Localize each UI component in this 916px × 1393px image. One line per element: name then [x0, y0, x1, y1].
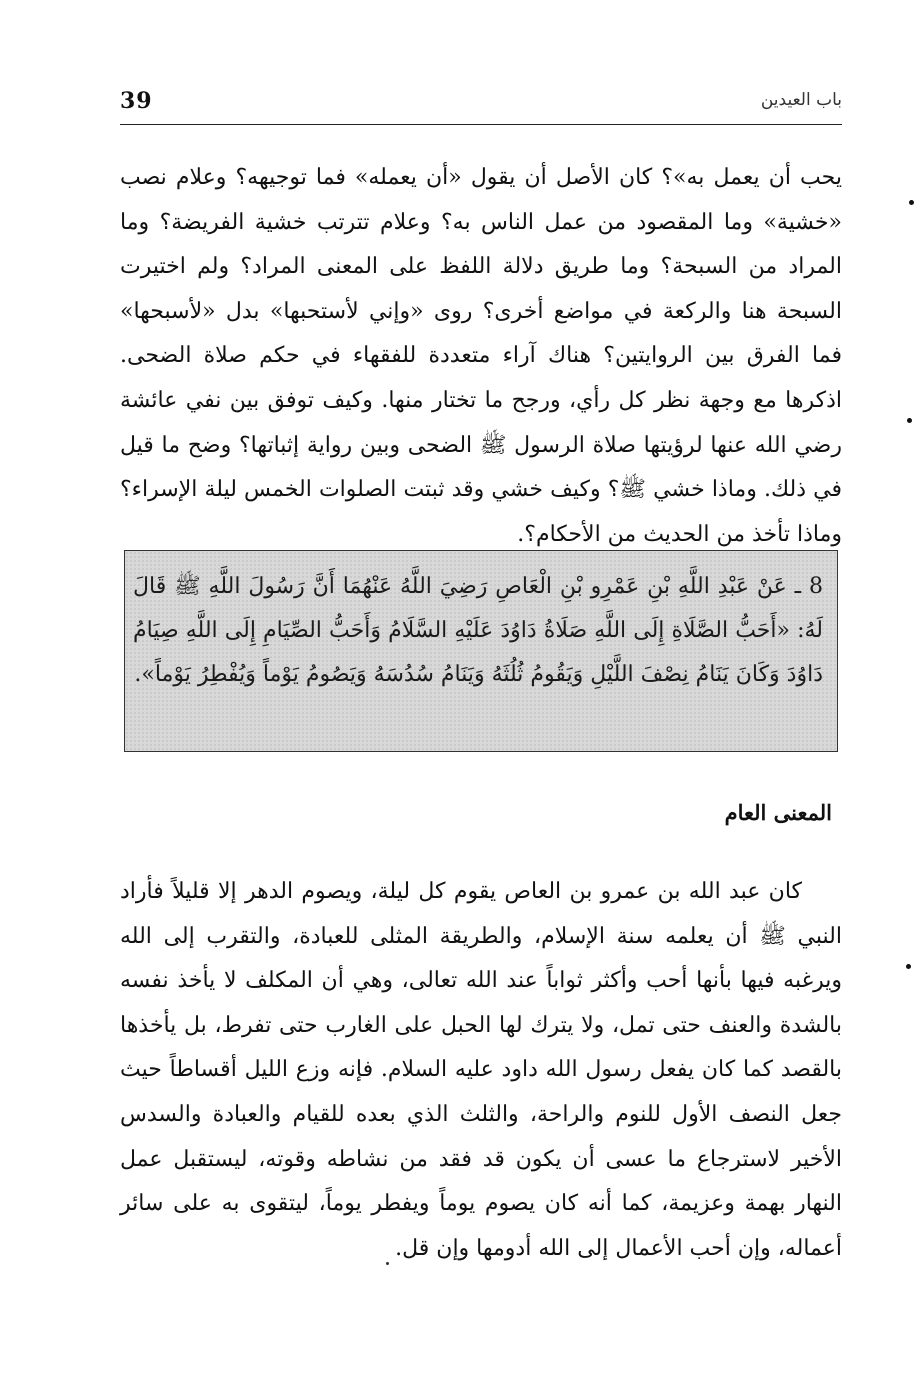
- header-rule: [120, 124, 842, 125]
- stray-dot: [386, 1262, 389, 1265]
- page-header: [120, 88, 842, 124]
- margin-mark: [907, 418, 912, 423]
- margin-mark: [906, 964, 911, 969]
- hadith-text: 8 ـ عَنْ عَبْدِ اللَّهِ بْنِ عَمْرِو بْنِ الْعَاصِ رَضِيَ اللَّهُ عَنْهُمَا أَنَّ رَسُولَ اللَّهِ ﷺ قَالَ لَهُ: «أَحَبُّ الصَّلَاةِ إِلَى اللَّهِ صَلَاةُ دَاوُدَ عَلَيْهِ السَّلَامُ وَأَحَبُّ الصِّيَامِ إِلَى اللَّهِ صِيَامُ دَاوُدَ وَكَانَ يَنَامُ نِصْفَ اللَّيْلِ وَيَقُومُ ثُلُثَهُ وَيَنَامُ سُدُسَهُ وَيَصُومُ يَوْماً وَيُفْطِرُ يَوْماً».: [133, 574, 823, 687]
- meaning-paragraph: كان عبد الله بن عمرو بن العاص يقوم كل ليلة، ويصوم الدهر إلا قليلاً فأراد النبي ﷺ أن يعلمه سنة الإسلام، والطريقة المثلى للعبادة، والتقرب إلى الله ويرغبه فيها بأنها أحب وأكثر ثواباً عند الله تعالى، وهي أن المكلف لا يأخذ نفسه بالشدة والعنف حتى تمل، ولا يترك لها الحبل على الغارب حتى تفرط، بل يأخذها بالقصد كما كان يفعل رسول الله داود عليه السلام. فإنه وزع الليل أقساطاً حيث جعل النصف الأول للنوم والراحة، والثلث الذي بعده للقيام والعبادة والسدس الأخير لاسترجاع ما عسى أن يكون قد فقد من نشاطه وقوته، ليستقبل عمل النهار بهمة وعزيمة، كما أنه كان يصوم يوماً ويفطر يوماً، ليتقوى به على سائر أعماله، وإن أحب الأعمال إلى الله أدومها وإن قل.: [120, 879, 842, 1261]
- section-title: المعنى العام: [724, 800, 832, 825]
- running-head: باب العيدين: [760, 90, 842, 110]
- margin-mark: [909, 200, 914, 205]
- page-number: 39: [120, 88, 153, 114]
- hadith-box: [124, 550, 838, 752]
- questions-paragraph: يحب أن يعمل به»؟ كان الأصل أن يقول «أن يعمله» فما توجيهه؟ وعلام نصب «خشية» وما المقصود من عمل الناس به؟ وعلام تترتب خشية الفريضة؟ وما المراد من السبحة؟ وما طريق دلالة اللفظ على المعنى المراد؟ ولم اختيرت السبحة هنا والركعة في مواضع أخرى؟ روى «وإني لأستحبها» بدل «لأسبحها» فما الفرق بين الروايتين؟ هناك آراء متعددة للفقهاء في حكم صلاة الضحى. اذكرها مع وجهة نظر كل رأي، ورجح ما تختار منها. وكيف توفق بين نفي عائشة رضي الله عنها لرؤيتها صلاة الرسول ﷺ الضحى وبين رواية إثباتها؟ وضح ما قيل في ذلك. وماذا خشي ﷺ؟ وكيف خشي وقد ثبتت الصلوات الخمس ليلة الإسراء؟ وماذا تأخذ من الحديث من الأحكام؟.: [120, 165, 842, 547]
